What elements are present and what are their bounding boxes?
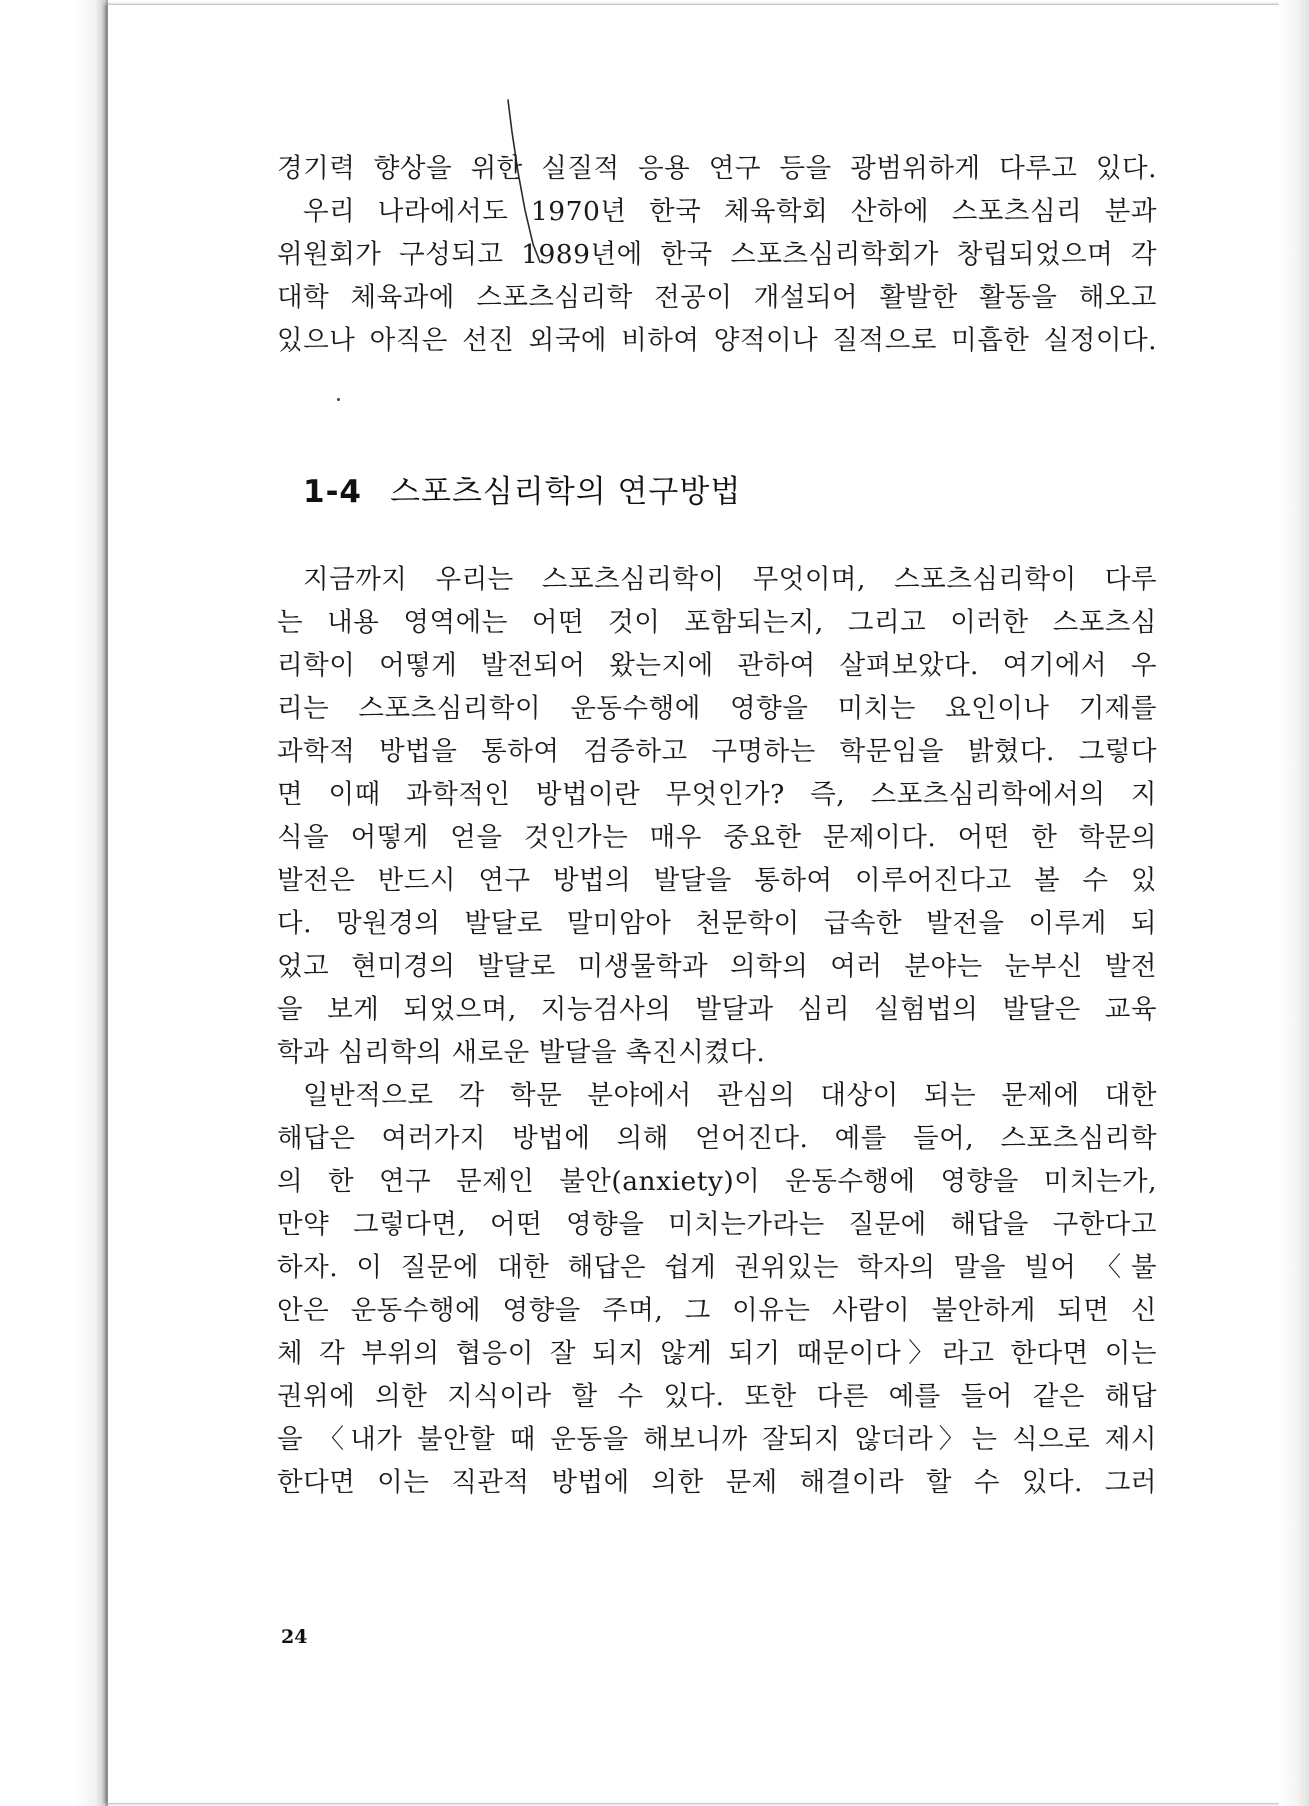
paragraph-main xyxy=(277,558,1157,1504)
text-line: 하자. 이 질문에 대한 해답은 쉽게 권위있는 학자의 말을 빌어 〈불 xyxy=(277,1252,1157,1283)
text-line: 었고 현미경의 발달로 미생물학과 의학의 여러 분야는 눈부신 발전 xyxy=(277,951,1157,982)
text-line: 대학 체육과에 스포츠심리학 전공이 개설되어 활발한 활동을 해오고 xyxy=(277,282,1157,313)
paragraph-top xyxy=(277,147,1157,362)
text-line: 체 각 부위의 협응이 잘 되지 않게 되기 때문이다〉라고 한다면 이는 xyxy=(277,1338,1157,1369)
text-line: 있으나 아직은 선진 외국에 비하여 양적이나 질적으로 미흡한 실정이다. xyxy=(277,325,1157,356)
text-line: 학과 심리학의 새로운 발달을 촉진시켰다. xyxy=(277,1037,766,1068)
text-line: 식을 어떻게 얻을 것인가는 매우 중요한 문제이다. 어떤 한 학문의 xyxy=(277,822,1157,853)
text-line: 발전은 반드시 연구 방법의 발달을 통하여 이루어진다고 볼 수 있 xyxy=(277,865,1157,896)
text-line: 안은 운동수행에 영향을 주며, 그 이유는 사람이 불안하게 되면 신 xyxy=(277,1295,1157,1326)
section-title: 스포츠심리학의 연구방법 xyxy=(390,474,742,510)
text-line: 면 이때 과학적인 방법이란 무엇인가? 즉, 스포츠심리학에서의 지 xyxy=(277,779,1157,810)
text-line: 리는 스포츠심리학이 운동수행에 영향을 미치는 요인이나 기제를 xyxy=(277,693,1157,724)
text-line: 위원회가 구성되고 1989년에 한국 스포츠심리학회가 창립되었으며 각 xyxy=(277,239,1157,270)
text-line: 경기력 향상을 위한 실질적 응용 연구 등을 광범위하게 다루고 있다. xyxy=(277,153,1157,184)
text-line: 리학이 어떻게 발전되어 왔는지에 관하여 살펴보았다. 여기에서 우 xyxy=(277,650,1157,681)
text-line: 권위에 의한 지식이라 할 수 있다. 또한 다른 예를 들어 같은 해답 xyxy=(277,1381,1157,1412)
page-number: 24 xyxy=(281,1626,308,1648)
page-right-edge xyxy=(1279,0,1309,1806)
text-line: 다. 망원경의 발달로 말미암아 천문학이 급속한 발전을 이루게 되 xyxy=(277,908,1157,939)
scan-speck xyxy=(337,398,340,401)
text-line: 을 〈내가 불안할 때 운동을 해보니까 잘되지 않더라〉는 식으로 제시 xyxy=(277,1424,1157,1455)
section-number: 1-4 xyxy=(303,474,363,510)
page-gutter-shadow xyxy=(0,0,108,1806)
text-line: 해답은 여러가지 방법에 의해 얻어진다. 예를 들어, 스포츠심리학 xyxy=(277,1123,1157,1154)
text-line: 는 내용 영역에는 어떤 것이 포함되는지, 그리고 이러한 스포츠심 xyxy=(277,607,1157,638)
text-line: 일반적으로 각 학문 분야에서 관심의 대상이 되는 문제에 대한 xyxy=(303,1080,1157,1111)
text-line: 지금까지 우리는 스포츠심리학이 무엇이며, 스포츠심리학이 다루 xyxy=(303,564,1157,595)
text-line: 우리 나라에서도 1970년 한국 체육학회 산하에 스포츠심리 분과 xyxy=(303,196,1157,227)
text-line: 의 한 연구 문제인 불안(anxiety)이 운동수행에 영향을 미치는가, xyxy=(277,1166,1157,1197)
text-line: 을 보게 되었으며, 지능검사의 발달과 심리 실험법의 발달은 교육 xyxy=(277,994,1157,1025)
text-line: 과학적 방법을 통하여 검증하고 구명하는 학문임을 밝혔다. 그렇다 xyxy=(277,736,1157,767)
text-line: 만약 그렇다면, 어떤 영향을 미치는가라는 질문에 해답을 구한다고 xyxy=(277,1209,1157,1240)
text-line: 한다면 이는 직관적 방법에 의한 문제 해결이라 할 수 있다. 그러 xyxy=(277,1467,1157,1498)
section-heading xyxy=(303,466,741,511)
